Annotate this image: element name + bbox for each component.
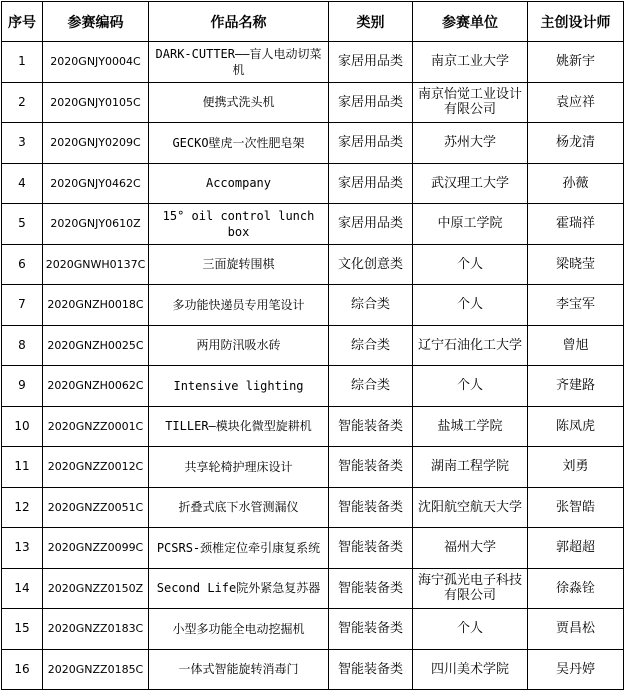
unit-cell: 南京怡觉工业设计有限公司 [413,82,528,123]
header-seq: 序号 [2,2,43,42]
code-cell: 2020GNJY0209C [43,123,149,164]
seq-cell: 8 [2,325,43,366]
category-cell: 家居用品类 [329,123,413,164]
code-cell: 2020GNJY0004C [43,42,149,83]
unit-cell: 中原工学院 [413,204,528,245]
unit-cell: 南京工业大学 [413,42,528,83]
table-row [2,447,624,488]
category-cell: 智能装备类 [329,406,413,447]
table-row [2,285,624,326]
seq-cell: 14 [2,568,43,609]
unit-cell: 个人 [413,244,528,285]
unit-cell: 个人 [413,609,528,650]
work-name-cell: 便携式洗头机 [149,82,329,123]
code-cell: 2020GNZZ0099C [43,528,149,569]
seq-cell: 16 [2,649,43,690]
unit-cell: 海宁孤光电子科技有限公司 [413,568,528,609]
designer-cell: 霍瑞祥 [528,204,624,245]
category-cell: 智能装备类 [329,447,413,488]
header-work: 作品名称 [149,2,329,42]
unit-cell: 四川美术学院 [413,649,528,690]
unit-cell: 沈阳航空航天大学 [413,487,528,528]
unit-cell: 盐城工学院 [413,406,528,447]
designer-cell: 曾旭 [528,325,624,366]
seq-cell: 12 [2,487,43,528]
code-cell: 2020GNZZ0183C [43,609,149,650]
header-category: 类别 [329,2,413,42]
category-cell: 家居用品类 [329,163,413,204]
category-cell: 智能装备类 [329,568,413,609]
header-code: 参赛编码 [43,2,149,42]
code-cell: 2020GNJY0105C [43,82,149,123]
table-row [2,487,624,528]
table-row [2,609,624,650]
header-designer: 主创设计师 [528,2,624,42]
category-cell: 综合类 [329,366,413,407]
table-row [2,244,624,285]
designer-cell: 杨龙清 [528,123,624,164]
seq-cell: 4 [2,163,43,204]
seq-cell: 11 [2,447,43,488]
work-name-cell: 两用防汛吸水砖 [149,325,329,366]
designer-cell: 吴丹婷 [528,649,624,690]
category-cell: 家居用品类 [329,42,413,83]
table-row [2,366,624,407]
seq-cell: 13 [2,528,43,569]
category-cell: 智能装备类 [329,487,413,528]
unit-cell: 辽宁石油化工大学 [413,325,528,366]
table-row [2,82,624,123]
code-cell: 2020GNZZ0012C [43,447,149,488]
seq-cell: 6 [2,244,43,285]
category-cell: 综合类 [329,325,413,366]
seq-cell: 9 [2,366,43,407]
designer-cell: 张智皓 [528,487,624,528]
table-row [2,204,624,245]
work-name-cell: Accompany [149,163,329,204]
seq-cell: 15 [2,609,43,650]
unit-cell: 福州大学 [413,528,528,569]
header-row [2,2,624,42]
award-list-table [1,1,624,690]
category-cell: 智能装备类 [329,649,413,690]
designer-cell: 齐建路 [528,366,624,407]
code-cell: 2020GNJY0462C [43,163,149,204]
seq-cell: 1 [2,42,43,83]
category-cell: 家居用品类 [329,82,413,123]
code-cell: 2020GNZZ0051C [43,487,149,528]
unit-cell: 苏州大学 [413,123,528,164]
work-name-cell: GECKO壁虎一次性肥皂架 [149,123,329,164]
category-cell: 家居用品类 [329,204,413,245]
designer-cell: 贾昌松 [528,609,624,650]
table-row [2,568,624,609]
category-cell: 智能装备类 [329,528,413,569]
unit-cell: 湖南工程学院 [413,447,528,488]
table-row [2,163,624,204]
designer-cell: 徐淼铨 [528,568,624,609]
code-cell: 2020GNWH0137C [43,244,149,285]
designer-cell: 袁应祥 [528,82,624,123]
header-unit: 参赛单位 [413,2,528,42]
table-row [2,325,624,366]
seq-cell: 3 [2,123,43,164]
work-name-cell: 共享轮椅护理床设计 [149,447,329,488]
designer-cell: 刘勇 [528,447,624,488]
code-cell: 2020GNZH0062C [43,366,149,407]
seq-cell: 5 [2,204,43,245]
designer-cell: 李宝军 [528,285,624,326]
category-cell: 智能装备类 [329,609,413,650]
work-name-cell: PCSRS-颈椎定位牵引康复系统 [149,528,329,569]
unit-cell: 武汉理工大学 [413,163,528,204]
table-row [2,406,624,447]
designer-cell: 陈凤虎 [528,406,624,447]
code-cell: 2020GNZZ0001C [43,406,149,447]
code-cell: 2020GNZH0018C [43,285,149,326]
seq-cell: 7 [2,285,43,326]
work-name-cell: 15° oil control lunch box [149,204,329,245]
category-cell: 文化创意类 [329,244,413,285]
table-row [2,123,624,164]
unit-cell: 个人 [413,285,528,326]
designer-cell: 姚新宇 [528,42,624,83]
work-name-cell: Intensive lighting [149,366,329,407]
category-cell: 综合类 [329,285,413,326]
designer-cell: 梁晓莹 [528,244,624,285]
code-cell: 2020GNZZ0185C [43,649,149,690]
table-row [2,42,624,83]
code-cell: 2020GNZZ0150Z [43,568,149,609]
code-cell: 2020GNJY0610Z [43,204,149,245]
work-name-cell: TILLER—模块化微型旋耕机 [149,406,329,447]
seq-cell: 10 [2,406,43,447]
work-name-cell: 多功能快递员专用笔设计 [149,285,329,326]
work-name-cell: 折叠式底下水管测漏仪 [149,487,329,528]
designer-cell: 郭超超 [528,528,624,569]
work-name-cell: 一体式智能旋转消毒门 [149,649,329,690]
code-cell: 2020GNZH0025C [43,325,149,366]
seq-cell: 2 [2,82,43,123]
work-name-cell: Second Life院外紧急复苏器 [149,568,329,609]
designer-cell: 孙薇 [528,163,624,204]
work-name-cell: 小型多功能全电动挖掘机 [149,609,329,650]
work-name-cell: DARK-CUTTER——盲人电动切菜机 [149,42,329,83]
unit-cell: 个人 [413,366,528,407]
table-row [2,649,624,690]
work-name-cell: 三面旋转围棋 [149,244,329,285]
table-row [2,528,624,569]
